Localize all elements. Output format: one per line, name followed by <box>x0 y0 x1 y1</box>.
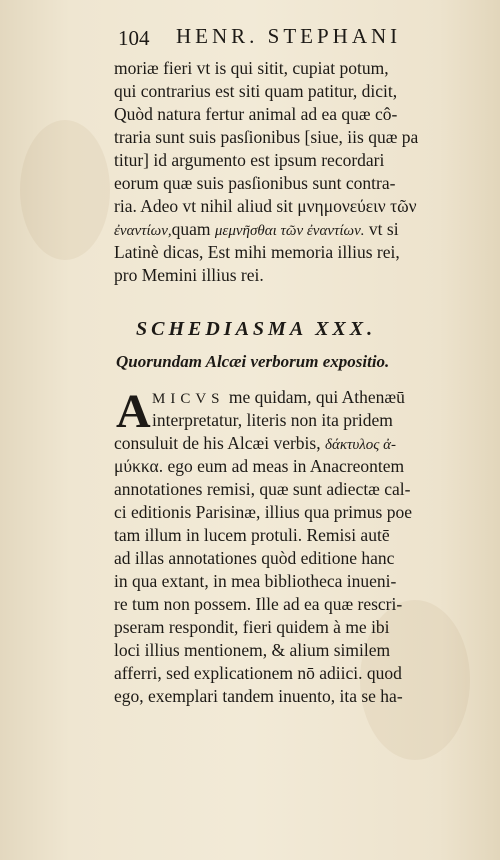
greek-phrase: μεμνῆσθαι τῶν ἐναντίων. <box>214 223 365 239</box>
text-line: ego, exemplari tandem inuento, ita se ha- <box>114 686 403 706</box>
text-line: loci illius mentionem, & alium similem <box>114 640 391 660</box>
text-line: Quòd natura fertur animal ad ea quæ cô- <box>114 104 398 124</box>
lead-word: MICVS <box>152 391 225 407</box>
text-fragment: me quidam, qui Athenæū <box>228 387 405 407</box>
section-subheading: Quorundam Alcæi verborum expositio. <box>116 352 390 371</box>
page-header <box>118 20 438 50</box>
text-line <box>114 386 466 409</box>
text-line: traria sunt suis pasſionibus [siue, iis quæ pa <box>114 127 419 147</box>
greek-word: ἐναντίων, <box>114 223 172 239</box>
text-line: tam illum in lucem protuli. Remisi autē <box>114 525 390 545</box>
text-line: μύκκα. ego eum ad meas in Anacreontem <box>114 456 405 476</box>
paper-stain <box>20 120 110 260</box>
text-line: ad illas annotationes quòd editione hanc <box>114 548 395 568</box>
latin-word: quam <box>171 219 211 239</box>
text-line: ria. Adeo vt nihil aliud sit μνημονεύειν τῶν <box>114 196 417 216</box>
page-number: 104 <box>118 26 150 50</box>
greek-phrase: δάκτυλος ἀ- <box>324 437 396 453</box>
text-line <box>114 432 466 455</box>
text-line: eorum quæ suis pasſionibus sunt contra- <box>114 173 396 193</box>
text-top <box>114 57 466 287</box>
text-line: pro Memini illius rei. <box>114 265 264 285</box>
running-head: HENR. STEPHANI <box>176 24 402 48</box>
text-line: annotationes remisi, quæ sunt adiectæ cal- <box>114 479 411 499</box>
drop-cap: A <box>116 385 151 438</box>
text-line: interpretatur, literis non ita pridem <box>152 410 393 430</box>
text-line: titur] id argumento est ipsum recordari <box>114 150 385 170</box>
text-line: afferri, sed explicationem nō adiici. quod <box>114 663 402 683</box>
text-line: moriæ fieri vt is qui sitit, cupiat potum, <box>114 58 389 78</box>
text-fragment: consuluit de his Alcæi verbis, <box>114 433 321 453</box>
text-line: re tum non possem. Ille ad ea quæ rescri- <box>114 594 403 614</box>
text-line: ci editionis Parisinæ, illius qua primus poe <box>114 502 412 522</box>
latin-word: vt si <box>368 219 399 239</box>
text-line <box>114 218 466 241</box>
section-heading: SCHEDIASMA XXX. <box>136 318 377 340</box>
text-line: qui contrarius est siti quam patitur, dicit, <box>114 81 398 101</box>
text-line: pseram respondit, fieri quidem à me ibi <box>114 617 390 637</box>
text-line: Latinè dicas, Est mihi memoria illius rei, <box>114 242 400 262</box>
text-line: in qua extant, in mea bibliotheca inueni- <box>114 571 397 591</box>
text-body <box>114 386 466 708</box>
